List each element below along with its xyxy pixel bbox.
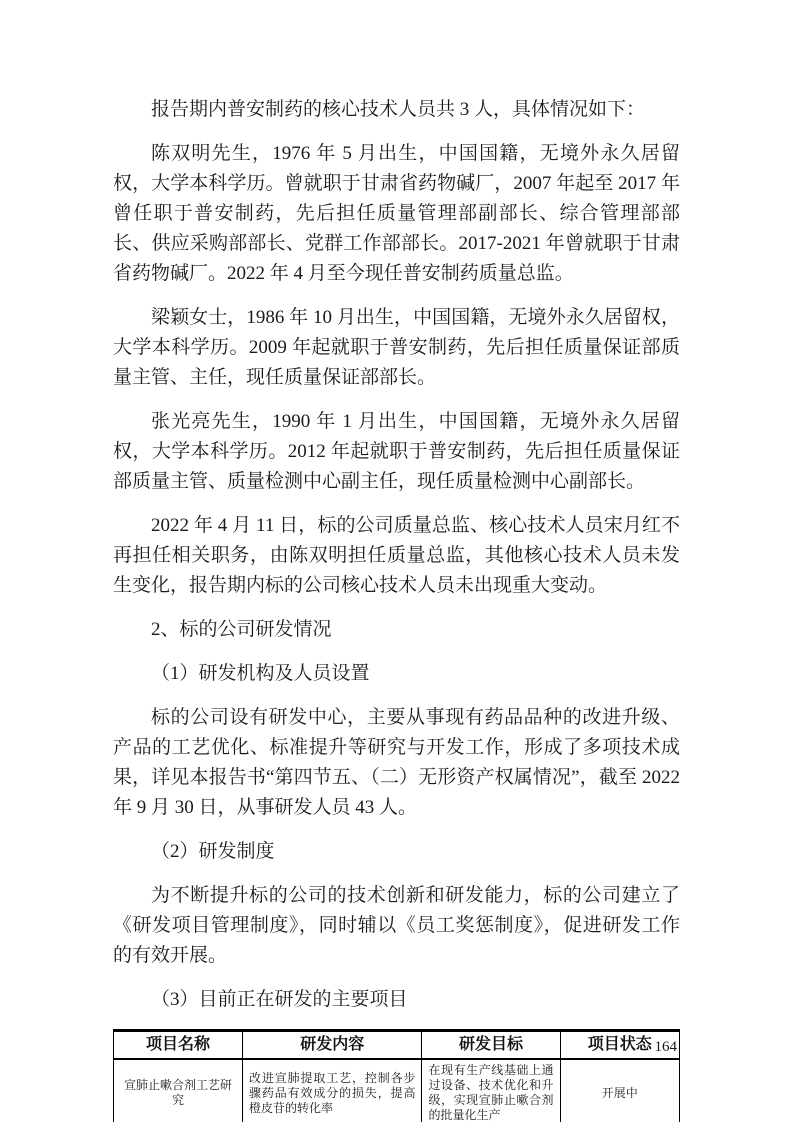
paragraph-rd-center: 标的公司设有研发中心，主要从事现有药品品种的改进升级、产品的工艺优化、标准提升等研究与开发工作，形成了多项技术成果，详见本报告书“第四节五、（二）无形资产权属情况”，截至 2022 年 9 月 30 日，从事研发人员 43 人。 [113,707,680,818]
paragraph-bio-chen-shuangming: 陈双明先生，1976 年 5 月出生，中国国籍，无境外永久居留权，大学本科学历。曾就职于甘肃省药物碱厂，2007 年起至 2017 年曾任职于普安制药，先后担任质量管理部副部长、综合管理部部长、供应采购部部长、党群工作部部长。2017-2021 年曾就职于甘肃省药物碱厂。2022 年 4 月至今现任普安制药质量总监。 [113,143,680,284]
table-header-row [114,1031,680,1060]
heading-rd-overview: 2、标的公司研发情况 [151,619,332,640]
table-row [114,1059,680,1122]
rd-projects-table [113,1029,680,1122]
heading-rd-system: （2）研发制度 [151,841,275,862]
heading-rd-org-personnel: （1）研发机构及人员设置 [151,663,370,684]
column-header-rd-goal: 研发目标 [422,1031,560,1060]
paragraph-core-personnel-intro: 报告期内普安制药的核心技术人员共 3 人，具体情况如下： [151,99,646,120]
column-header-project-name: 项目名称 [114,1031,243,1060]
cell-rd-content: 改进宣肺提取工艺，控制各步骤药品有效成分的损失，提高橙皮苷的转化率 [243,1059,422,1122]
page-number: 164 [654,1039,677,1055]
column-header-project-status: 项目状态 [560,1031,679,1060]
paragraph-bio-zhang-guangliang: 张光亮先生，1990 年 1 月出生，中国国籍，无境外永久居留权，大学本科学历。2012 年起就职于普安制药，先后担任质量保证部质量主管、质量检测中心副主任，现任质量检测中心副部长。 [113,411,680,492]
heading-rd-projects: （3）目前正在研发的主要项目 [151,989,408,1010]
paragraph-bio-liang-ying: 梁颖女士，1986 年 10 月出生，中国国籍，无境外永久居留权，大学本科学历。2009 年起就职于普安制药，先后担任质量保证部质量主管、主任，现任质量保证部部长。 [113,307,680,388]
paragraph-rd-system-detail: 为不断提升标的公司的技术创新和研发能力，标的公司建立了《研发项目管理制度》，同时辅以《员工奖惩制度》，促进研发工作的有效开展。 [113,885,680,966]
cell-project-name: 宣肺止嗽合剂工艺研究 [114,1059,243,1122]
column-header-rd-content: 研发内容 [243,1031,422,1060]
paragraph-personnel-change: 2022 年 4 月 11 日，标的公司质量总监、核心技术人员宋月红不再担任相关职务，由陈双明担任质量总监，其他核心技术人员未发生变化，报告期内标的公司核心技术人员未出现重大变动。 [113,515,680,596]
cell-project-status: 开展中 [560,1059,679,1122]
cell-rd-goal: 在现有生产线基础上通过设备、技术优化和升级，实现宣肺止嗽合剂的批量化生产 [422,1059,560,1122]
